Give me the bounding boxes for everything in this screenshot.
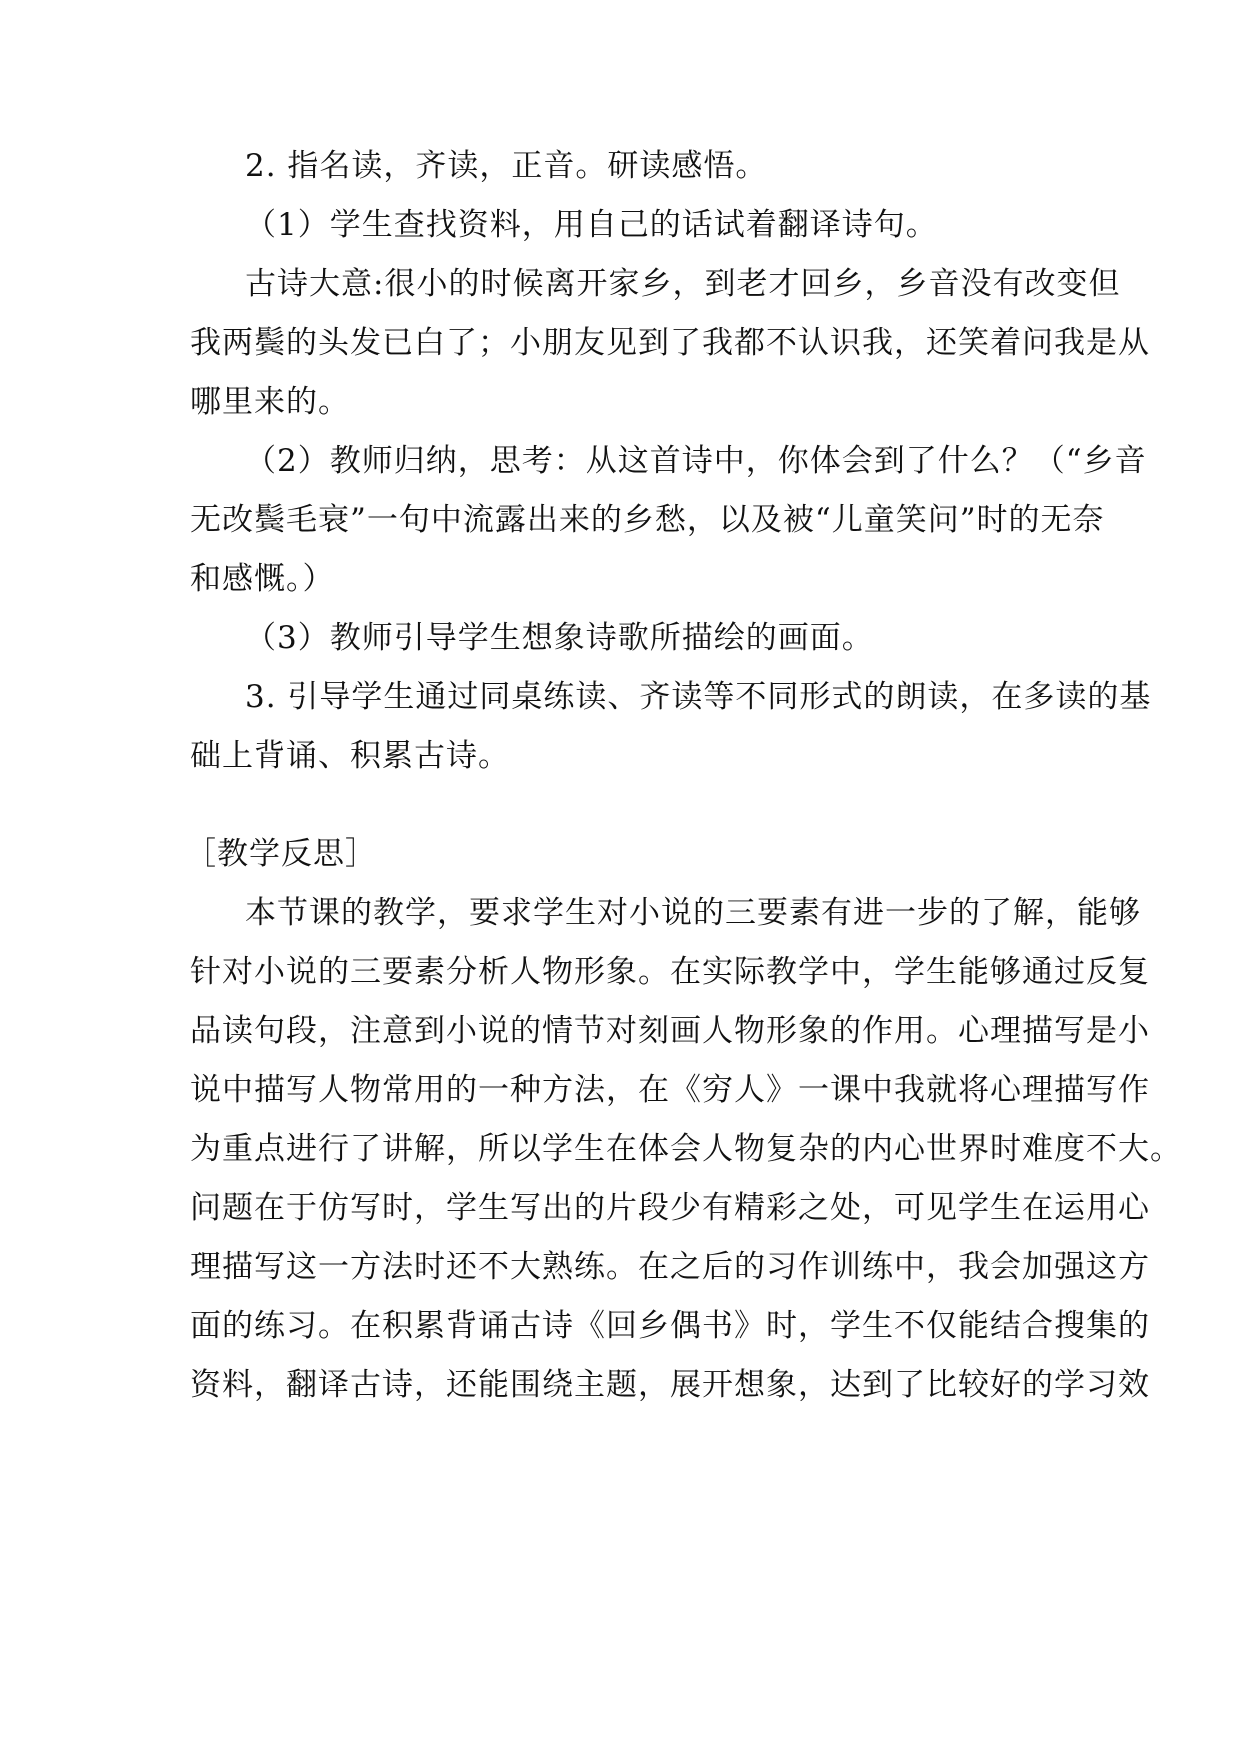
step-2-line: 2. 指名读，齐读，正音。研读感悟。 [245, 148, 768, 184]
poem-meaning-line-2: 我两鬓的头发已白了；小朋友见到了我都不认识我，还笑着问我是从 [190, 325, 1150, 361]
sub-step-2-line-3: 和感慨。） [190, 561, 335, 597]
sub-step-2-line-2: 无改鬓毛衰”一句中流露出来的乡愁，以及被“儿童笑问”时的无奈 [190, 502, 1105, 538]
step-3-line-1: 3. 引导学生通过同桌练读、齐读等不同形式的朗读，在多读的基 [245, 679, 1152, 715]
reflection-line-1: 本节课的教学，要求学生对小说的三要素有进一步的了解，能够 [245, 895, 1141, 931]
reflection-line-9: 资料，翻译古诗，还能围绕主题，展开想象，达到了比较好的学习效 [190, 1367, 1150, 1403]
section-heading-teaching-reflection: ［教学反思］ [185, 836, 377, 872]
step-3-line-2: 础上背诵、积累古诗。 [190, 738, 510, 774]
poem-meaning-line-3: 哪里来的。 [190, 384, 350, 420]
reflection-line-4: 说中描写人物常用的一种方法，在《穷人》一课中我就将心理描写作 [190, 1072, 1150, 1108]
reflection-line-3: 品读句段，注意到小说的情节对刻画人物形象的作用。心理描写是小 [190, 1013, 1150, 1049]
poem-meaning-line-1: 古诗大意:很小的时候离开家乡，到老才回乡，乡音没有改变但 [245, 266, 1121, 302]
sub-step-3-line: （3）教师引导学生想象诗歌所描绘的画面。 [245, 620, 874, 656]
reflection-line-8: 面的练习。在积累背诵古诗《回乡偶书》时，学生不仅能结合搜集的 [190, 1308, 1150, 1344]
sub-step-2-line-1: （2）教师归纳，思考：从这首诗中，你体会到了什么？（“乡音 [245, 443, 1147, 479]
reflection-line-2: 针对小说的三要素分析人物形象。在实际教学中，学生能够通过反复 [190, 954, 1150, 990]
reflection-line-5: 为重点进行了讲解，所以学生在体会人物复杂的内心世界时难度不大。 [190, 1131, 1182, 1167]
sub-step-1-line: （1）学生查找资料，用自己的话试着翻译诗句。 [245, 207, 938, 243]
reflection-line-6: 问题在于仿写时，学生写出的片段少有精彩之处，可见学生在运用心 [190, 1190, 1150, 1226]
reflection-line-7: 理描写这一方法时还不大熟练。在之后的习作训练中，我会加强这方 [190, 1249, 1150, 1285]
